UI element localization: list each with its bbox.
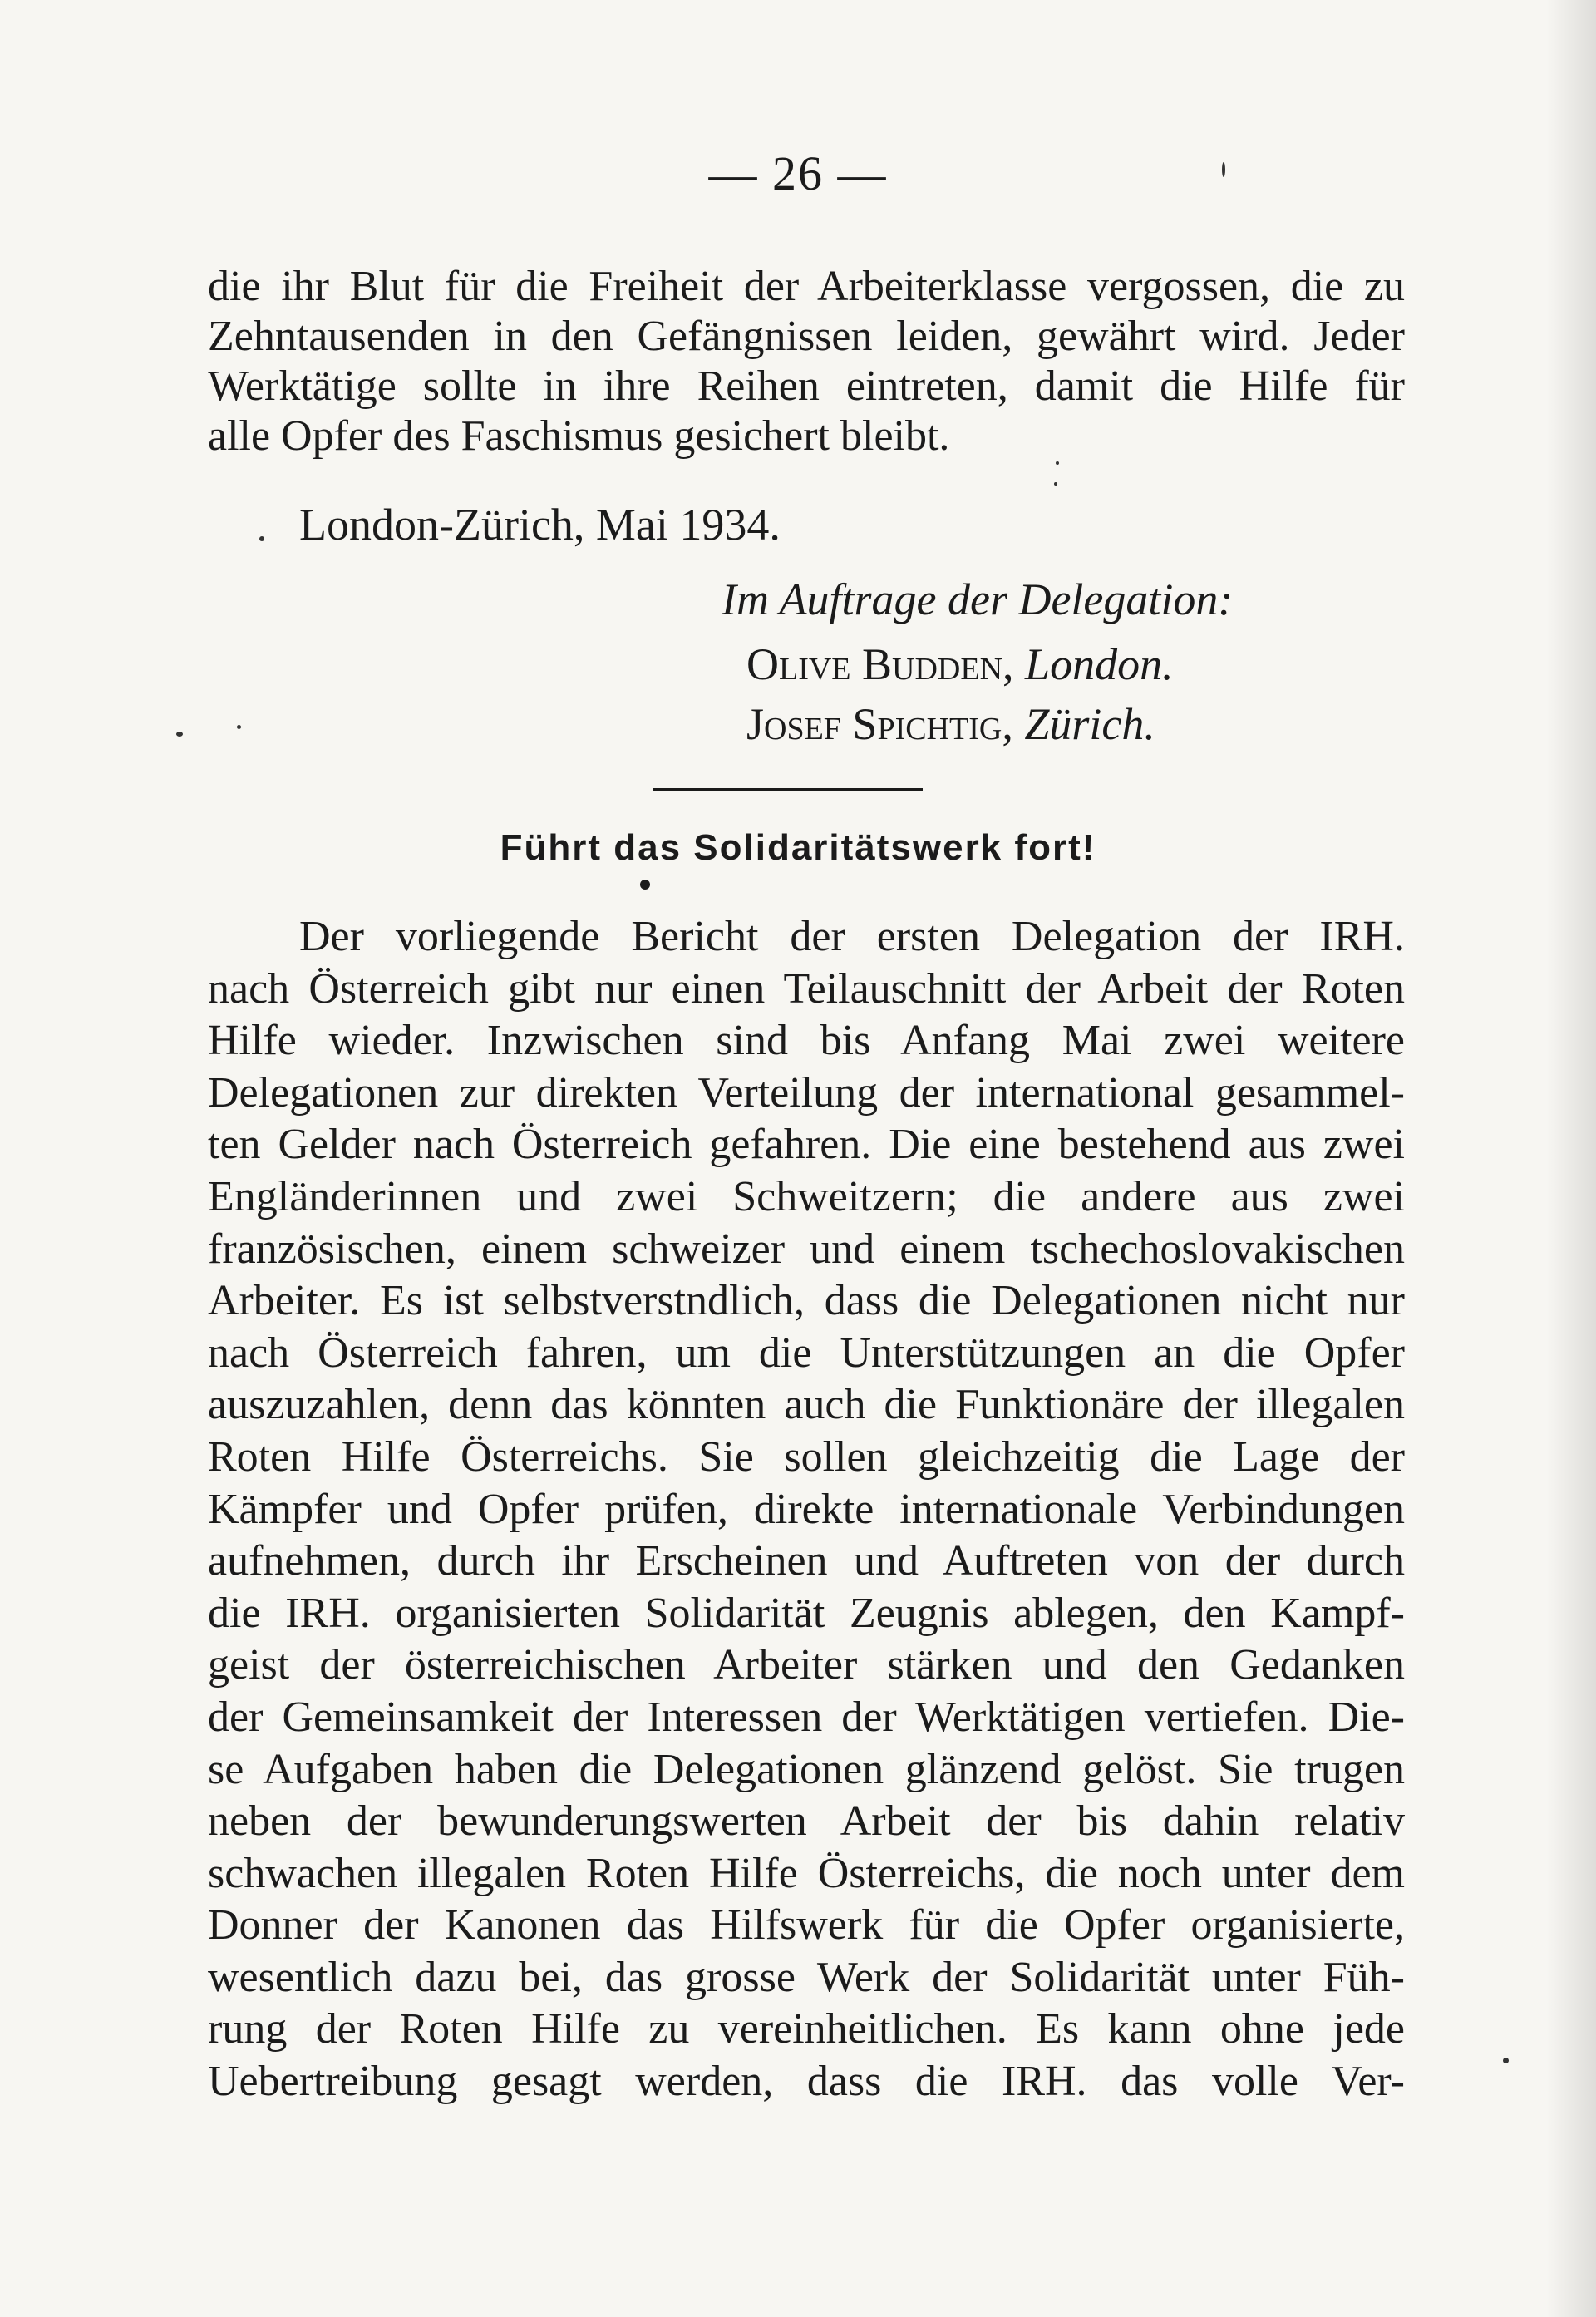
- signer-city: London.: [1025, 639, 1174, 689]
- page-edge-shadow: [1546, 0, 1596, 2317]
- scan-speck: [1054, 482, 1057, 486]
- scan-speck: [176, 732, 183, 737]
- text-line: Zehntausenden in den Gefängnissen leiden, gewährt wird. Jeder: [208, 313, 1405, 360]
- text-line: se Aufgaben haben die Delegationen glänzend gelöst. Sie trugen: [208, 1745, 1405, 1793]
- text-line: alle Opfer des Faschismus gesichert bleibt.: [208, 412, 950, 460]
- signer-name: Olive Budden,: [746, 639, 1014, 689]
- text-line: wesentlich dazu bei, das grosse Werk der Solidarität unter Füh-: [208, 1953, 1405, 2001]
- text-line: Der vorliegende Bericht der ersten Delegation der IRH.: [299, 913, 1405, 960]
- scan-speck: [1503, 2058, 1509, 2063]
- signer-city: Zürich.: [1024, 699, 1155, 749]
- text-line: auszuzahlen, denn das könnten auch die Funktionäre der illegalen: [208, 1381, 1405, 1429]
- text-line: französischen, einem schweizer und einem tschechoslovakischen: [208, 1225, 1405, 1273]
- text-line: Arbeiter. Es ist selbstverstndlich, dass die Delegationen nicht nur: [208, 1277, 1405, 1325]
- text-line: schwachen illegalen Roten Hilfe Österreichs, die noch unter dem: [208, 1849, 1405, 1897]
- text-line: aufnehmen, durch ihr Erscheinen und Auftreten von der durch: [208, 1537, 1405, 1585]
- text-line: die ihr Blut für die Freiheit der Arbeiterklasse vergossen, die zu: [208, 263, 1405, 310]
- text-line: nach Österreich fahren, um die Unterstützungen an die Opfer: [208, 1329, 1405, 1377]
- scan-speck: [1222, 162, 1225, 177]
- scan-speck: [237, 725, 241, 729]
- text-line: Engländerinnen und zwei Schweitzern; die andere aus zwei: [208, 1172, 1405, 1220]
- text-line: neben der bewunderungswerten Arbeit der bis dahin relativ: [208, 1797, 1405, 1846]
- page-number: — 26 —: [708, 146, 888, 200]
- place-date: London-Zürich, Mai 1934.: [299, 500, 781, 550]
- text-line: geist der österreichischen Arbeiter stärken und den Gedanken: [208, 1641, 1405, 1689]
- text-line: rung der Roten Hilfe zu vereinheitlichen. Es kann ohne jede: [208, 2005, 1405, 2053]
- text-line: Roten Hilfe Österreichs. Sie sollen gleichzeitig die Lage der: [208, 1432, 1405, 1481]
- paragraph-closing: [208, 262, 1405, 461]
- text-line: Uebertreibung gesagt werden, dass die IRH. das volle Ver-: [208, 2058, 1405, 2106]
- paragraph-report: [208, 911, 1405, 2108]
- scan-speck: [259, 536, 264, 541]
- text-line: ten Gelder nach Österreich gefahren. Die eine bestehend aus zwei: [208, 1121, 1405, 1169]
- text-line: Werktätige sollte in ihre Reihen eintreten, damit die Hilfe für: [208, 362, 1405, 410]
- text-line: nach Österreich gibt nur einen Teilauschnitt der Arbeit der Roten: [208, 964, 1405, 1013]
- text-line: die IRH. organisierten Solidarität Zeugnis ablegen, den Kampf-: [208, 1589, 1405, 1637]
- text-line: Hilfe wieder. Inzwischen sind bis Anfang Mai zwei weitere: [208, 1017, 1405, 1065]
- text-line: Delegationen zur direkten Verteilung der international gesammel-: [208, 1068, 1405, 1117]
- scan-speck: [1056, 461, 1059, 465]
- section-divider: [653, 788, 923, 791]
- signature-heading: Im Auftrage der Delegation:: [722, 574, 1234, 624]
- text-line: Kämpfer und Opfer prüfen, direkte internationale Verbindungen: [208, 1485, 1405, 1533]
- section-title: Führt das Solidaritätswerk fort!: [500, 827, 1096, 868]
- signer: [746, 638, 1174, 690]
- signer: [746, 698, 1155, 750]
- signer-name: Josef Spichtig,: [746, 699, 1013, 749]
- text-line: Donner der Kanonen das Hilfswerk für die Opfer organisierte,: [208, 1901, 1405, 1950]
- ornament-dot: [640, 880, 650, 890]
- text-line: der Gemeinsamkeit der Interessen der Werktätigen vertiefen. Die-: [208, 1693, 1405, 1741]
